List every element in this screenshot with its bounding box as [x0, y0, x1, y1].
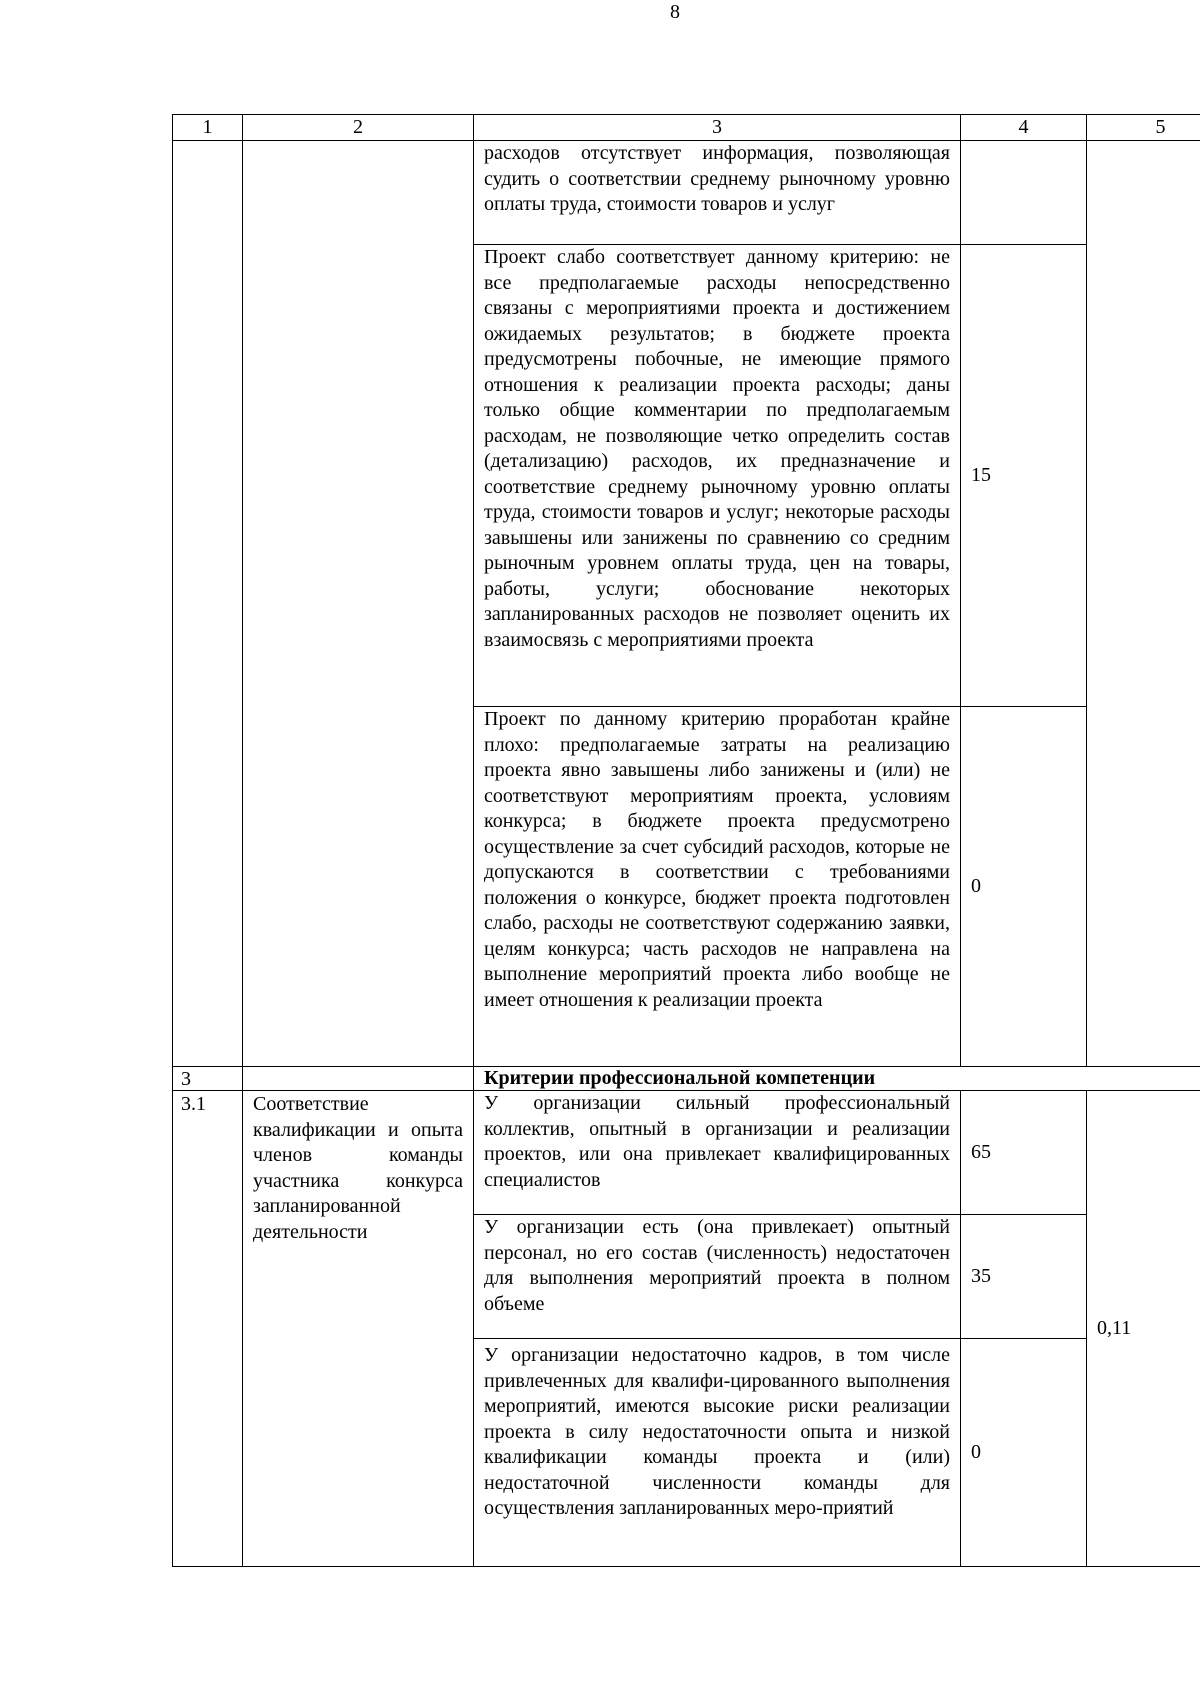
header-col-1: 1 — [173, 115, 243, 141]
score-cell: 0 — [961, 1339, 1087, 1567]
empty-cell — [1087, 141, 1200, 1067]
empty-cell — [243, 141, 474, 1067]
empty-cell — [173, 141, 243, 1067]
weight-cell: 0,11 — [1087, 1091, 1200, 1567]
score-cell: 0 — [961, 707, 1087, 1067]
option-description: У организации есть (она привлекает) опытный персонал, но его состав (численность) недостаточен для выполнения мероприятий проекта в полном объеме — [474, 1215, 961, 1339]
table-row — [173, 141, 1200, 245]
criterion-number: 3.1 — [173, 1091, 243, 1567]
page-number-wrap — [0, 0, 1200, 24]
option-description: расходов отсутствует информация, позволяющая судить о соответствии среднему рыночному уровню оплаты труда, стоимости товаров и услуг — [474, 141, 961, 245]
option-description: Проект по данному критерию проработан крайне плохо: предполагаемые затраты на реализацию проекта явно завышены либо занижены и (или) не соответствуют мероприятиям проекта, условиям конкурса; в бюджете проекта предусмотрено осуществление за счет субсидий расходов, которые не допускаются в соответствии с требованиями положения о конкурсе, бюджет проекта подготовлен слабо, расходы не соответствуют содержанию заявки, целям конкурса; часть расходов не направлена на выполнение мероприятий проекта либо вообще не имеет отношения к реализации проекта — [474, 707, 961, 1067]
criteria-table — [172, 114, 1200, 1567]
page-number: 8 — [670, 1, 680, 23]
empty-cell — [243, 1067, 474, 1091]
score-cell — [961, 141, 1087, 245]
score-cell: 15 — [961, 245, 1087, 707]
option-description: У организации сильный профессиональный коллектив, опытный в организации и реализации проектов, или она привлекает квалифицированных специалистов — [474, 1091, 961, 1215]
table-row — [173, 1091, 1200, 1215]
header-col-4: 4 — [961, 115, 1087, 141]
score-cell: 65 — [961, 1091, 1087, 1215]
score-cell: 35 — [961, 1215, 1087, 1339]
criterion-name: Соответствие квалификации и опыта членов команды участника конкурса запланированной деятельности — [243, 1091, 474, 1567]
header-row — [173, 115, 1200, 141]
group-title: Критерии профессиональной компетенции — [474, 1067, 1200, 1091]
header-col-5: 5 — [1087, 115, 1200, 141]
group-number: 3 — [173, 1067, 243, 1091]
option-description: Проект слабо соответствует данному критерию: не все предполагаемые расходы непосредственно связаны с мероприятиями проекта и достижением ожидаемых результатов; в бюджете проекта предусмотрены побочные, не имеющие прямого отношения к реализации проекта расходы; даны только общие комментарии по предполагаемым расходам, не позволяющие четко определить состав (детализацию) расходов, их предназначение и соответствие среднему рыночному уровню оплаты труда, стоимости товаров и услуг; некоторые расходы завышены или занижены по сравнению со средним рыночным уровнем оплаты труда, цен на товары, работы, услуги; обоснование некоторых запланированных расходов не позволяет оценить их взаимосвязь с мероприятиями проекта — [474, 245, 961, 707]
header-col-2: 2 — [243, 115, 474, 141]
option-description: У организации недостаточно кадров, в том числе привлеченных для квалифи-цированного выполнения мероприятий, имеются высокие риски реализации проекта в силу недостаточности опыта и низкой квалификации команды проекта и (или) недостаточной численности команды для осуществления запланированных меро-приятий — [474, 1339, 961, 1567]
header-col-3: 3 — [474, 115, 961, 141]
group-row — [173, 1067, 1200, 1091]
